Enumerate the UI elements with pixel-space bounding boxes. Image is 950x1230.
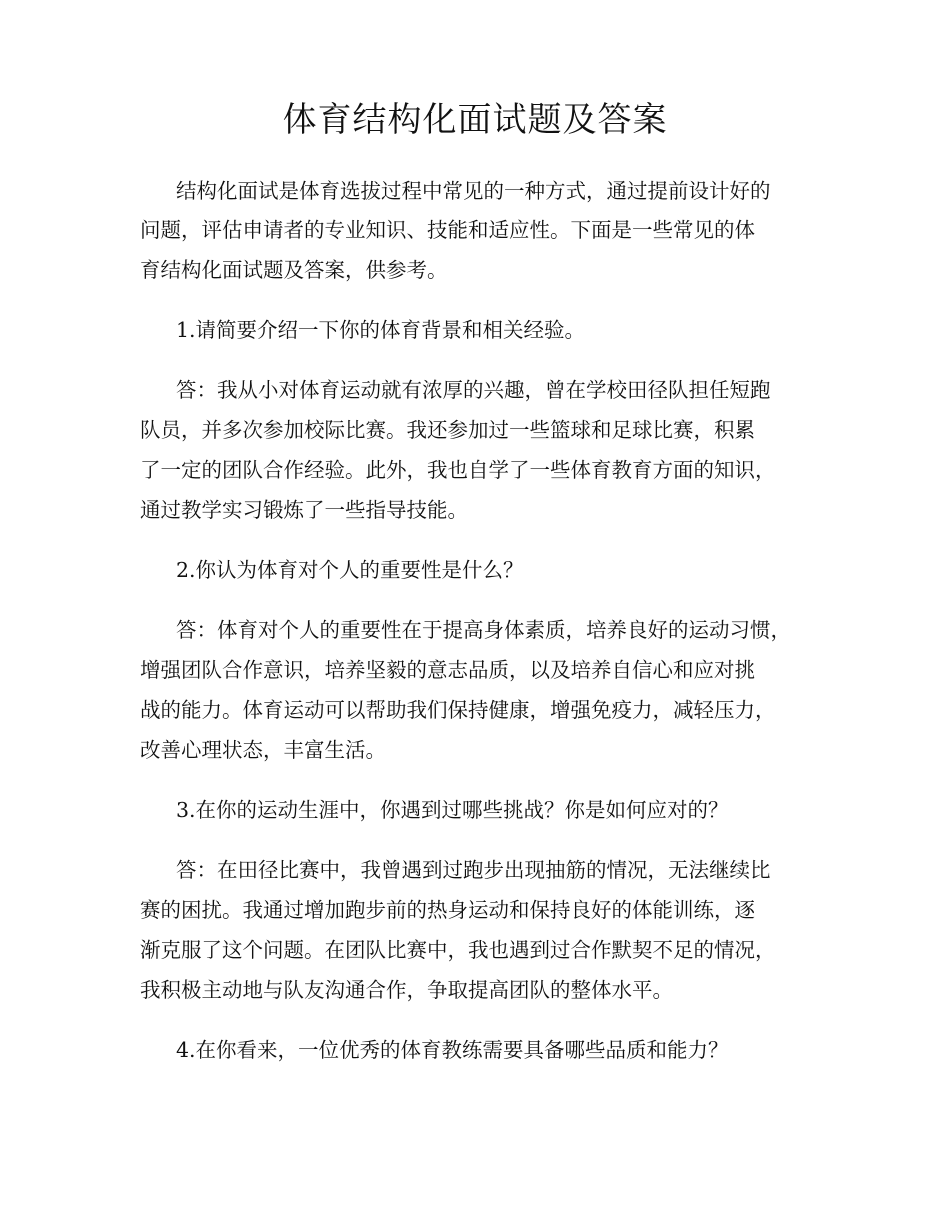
question-4: 4.在你看来，一位优秀的体育教练需要具备哪些品质和能力？ [176,1038,729,1062]
intro-line: 育结构化面试题及答案，供参考。 [140,258,448,282]
answer-3-line: 我积极主动地与队友沟通合作，争取提高团队的整体水平。 [140,978,673,1002]
answer-1-line: 队员，并多次参加校际比赛。我还参加过一些篮球和足球比赛，积累 [140,418,755,442]
answer-1-line: 通过教学实习锻炼了一些指导技能。 [140,498,468,522]
answer-1-line: 了一定的团队合作经验。此外，我也自学了一些体育教育方面的知识， [140,458,776,482]
question-2: 2.你认为体育对个人的重要性是什么？ [176,558,524,582]
question-1: 1.请简要介绍一下你的体育背景和相关经验。 [176,318,586,342]
intro-line: 结构化面试是体育选拔过程中常见的一种方式，通过提前设计好的 [176,179,771,203]
answer-2-line: 答：体育对个人的重要性在于提高身体素质，培养良好的运动习惯， [176,618,791,642]
answer-2-line: 增强团队合作意识，培养坚毅的意志品质，以及培养自信心和应对挑 [140,658,755,682]
document-title: 体育结构化面试题及答案 [282,100,668,140]
question-3: 3.在你的运动生涯中，你遇到过哪些挑战？你是如何应对的？ [176,798,729,822]
answer-2-line: 改善心理状态，丰富生活。 [140,738,386,762]
answer-3-line: 渐克服了这个问题。在团队比赛中，我也遇到过合作默契不足的情况， [140,938,776,962]
answer-2-line: 战的能力。体育运动可以帮助我们保持健康，增强免疫力，减轻压力， [140,698,776,722]
answer-3-line: 赛的困扰。我通过增加跑步前的热身运动和保持良好的体能训练，逐 [140,898,755,922]
answer-3-line: 答：在田径比赛中，我曾遇到过跑步出现抽筋的情况，无法继续比 [176,858,771,882]
answer-1-line: 答：我从小对体育运动就有浓厚的兴趣，曾在学校田径队担任短跑 [176,378,771,402]
intro-line: 问题，评估申请者的专业知识、技能和适应性。下面是一些常见的体 [140,218,755,242]
